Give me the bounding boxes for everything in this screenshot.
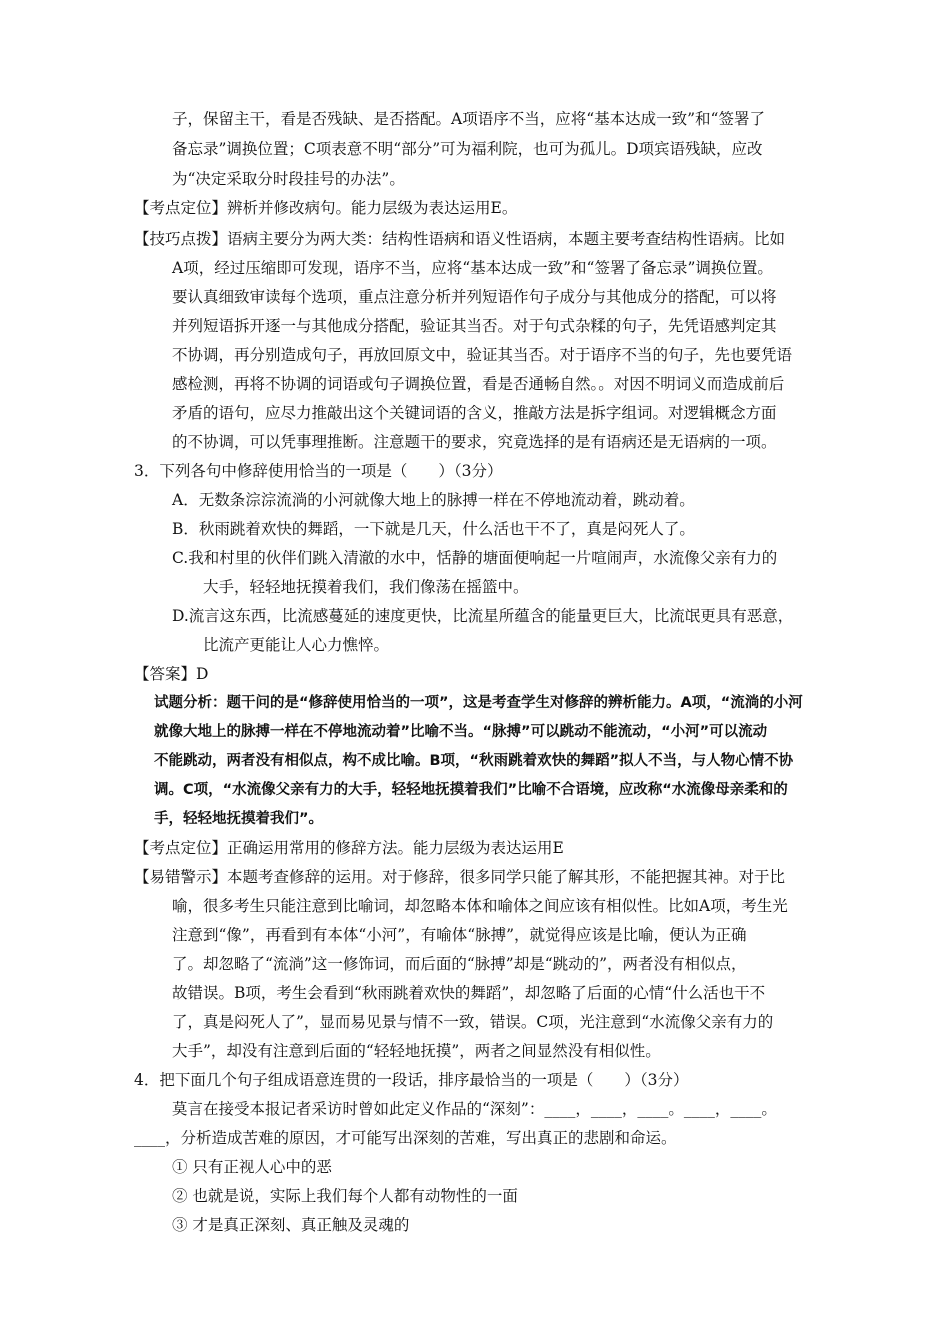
text-line: 3．下列各句中修辞使用恰当的一项是（ ）（3分）: [134, 462, 503, 480]
text-line: 子，保留主干，看是否残缺、是否搭配。A项语序不当，应将“基本达成一致”和“签署了: [172, 110, 765, 128]
text-line: C.我和村里的伙伴们跳入清澈的水中，恬静的塘面便响起一片喧闹声，水流像父亲有力的: [172, 549, 778, 567]
text-line: 不能跳动，两者没有相似点，构不成比喻。B项，“秋雨跳着欢快的舞蹈”拟人不当，与人物心情不协: [154, 753, 794, 769]
text-line: 矛盾的语句，应尽力推敲出这个关键词语的含义，推敲方法是拆字组词。对逻辑概念方面: [172, 404, 777, 422]
text-line: 了。却忽略了“流淌”这一修饰词，而后面的“脉搏”却是“跳动的”，两者没有相似点，: [172, 955, 747, 973]
text-line: ③ 才是真正深刻、真正触及灵魂的: [172, 1216, 410, 1234]
text-line: 大手”，却没有注意到后面的“轻轻地抚摸”，两者之间显然没有相似性。: [172, 1042, 661, 1060]
text-line: 并列短语拆开逐一与其他成分搭配，验证其当否。对于句式杂糅的句子，先凭语感判定其: [172, 317, 777, 335]
text-line: A项，经过压缩即可发现，语序不当，应将“基本达成一致”和“签署了备忘录”调换位置。: [172, 259, 773, 277]
text-line: 感检测，再将不协调的词语或句子调换位置，看是否通畅自然。。对因不明词义而造成前后: [172, 375, 785, 393]
text-line: 不协调，再分别造成句子，再放回原文中，验证其当否。对于语序不当的句子，先也要凭语: [172, 346, 793, 364]
text-line: B．秋雨跳着欢快的舞蹈，一下就是几天，什么活也干不了，真是闷死人了。: [172, 520, 695, 538]
text-line: 4．把下面几个句子组成语意连贯的一段话，排序最恰当的一项是（ ）（3分）: [134, 1071, 689, 1089]
text-line: 【考点定位】正确运用常用的修辞方法。能力层级为表达运用E: [134, 839, 564, 857]
text-line: D.流言这东西，比流感蔓延的速度更快，比流星所蕴含的能量更巨大，比流氓更具有恶意，: [172, 607, 794, 625]
text-line: 试题分析：题干问的是“修辞使用恰当的一项”，这是考查学生对修辞的辨析能力。A项，“流淌的小河: [154, 695, 803, 711]
text-line: 调。C项，“水流像父亲有力的大手，轻轻地抚摸着我们”比喻不合语境，应改称“水流像母亲柔和的: [154, 782, 788, 798]
text-line: 的不协调，可以凭事理推断。注意题干的要求，究竟选择的是有语病还是无语病的一项。: [172, 433, 777, 451]
text-line: 比流产更能让人心力憔悴。: [203, 636, 390, 654]
text-line: 【技巧点拨】语病主要分为两大类：结构性语病和语义性语病，本题主要考查结构性语病。比如: [134, 230, 786, 248]
text-line: 【答案】D: [134, 665, 209, 683]
text-line: 为“决定采取分时段挂号的办法”。: [172, 170, 405, 188]
text-line: ② 也就是说，实际上我们每个人都有动物性的一面: [172, 1187, 518, 1205]
text-line: 注意到“像”，再看到有本体“小河”，有喻体“脉搏”，就觉得应该是比喻，便认为正确: [172, 926, 747, 944]
text-line: 故错误。B项，考生会看到“秋雨跳着欢快的舞蹈”，却忽略了后面的心情“什么活也干不: [172, 984, 766, 1002]
text-line: 就像大地上的脉搏一样在不停地流动着”比喻不当。“脉搏”可以跳动不能流动，“小河”可以流动: [154, 724, 768, 740]
text-line: 喻，很多考生只能注意到比喻词，却忽略本体和喻体之间应该有相似性。比如A项，考生光: [172, 897, 788, 915]
text-line: 莫言在接受本报记者采访时曾如此定义作品的“深刻”：____，____，____。____，____。: [172, 1100, 777, 1118]
text-line: 了，真是闷死人了”，显而易见景与情不一致，错误。C项，光注意到“水流像父亲有力的: [172, 1013, 774, 1031]
text-line: 大手，轻轻地抚摸着我们，我们像荡在摇篮中。: [203, 578, 529, 596]
text-line: 【考点定位】辨析并修改病句。能力层级为表达运用E。: [134, 199, 518, 217]
text-line: 备忘录”调换位置；C项表意不明“部分”可为福利院，也可为孤儿。D项宾语残缺，应改: [172, 140, 763, 158]
text-line: 手，轻轻地抚摸着我们”。: [154, 811, 324, 827]
text-line: 要认真细致审读每个选项，重点注意分析并列短语作句子成分与其他成分的搭配，可以将: [172, 288, 777, 306]
text-line: 【易错警示】本题考查修辞的运用。对于修辞，很多同学只能了解其形，不能把握其神。对于比: [134, 868, 786, 886]
text-line: ____，分析造成苦难的原因，才可能写出深刻的苦难，写出真正的悲剧和命运。: [134, 1129, 677, 1147]
text-line: ① 只有正视人心中的恶: [172, 1158, 332, 1176]
text-line: A．无数条淙淙流淌的小河就像大地上的脉搏一样在不停地流动着，跳动着。: [172, 491, 695, 509]
